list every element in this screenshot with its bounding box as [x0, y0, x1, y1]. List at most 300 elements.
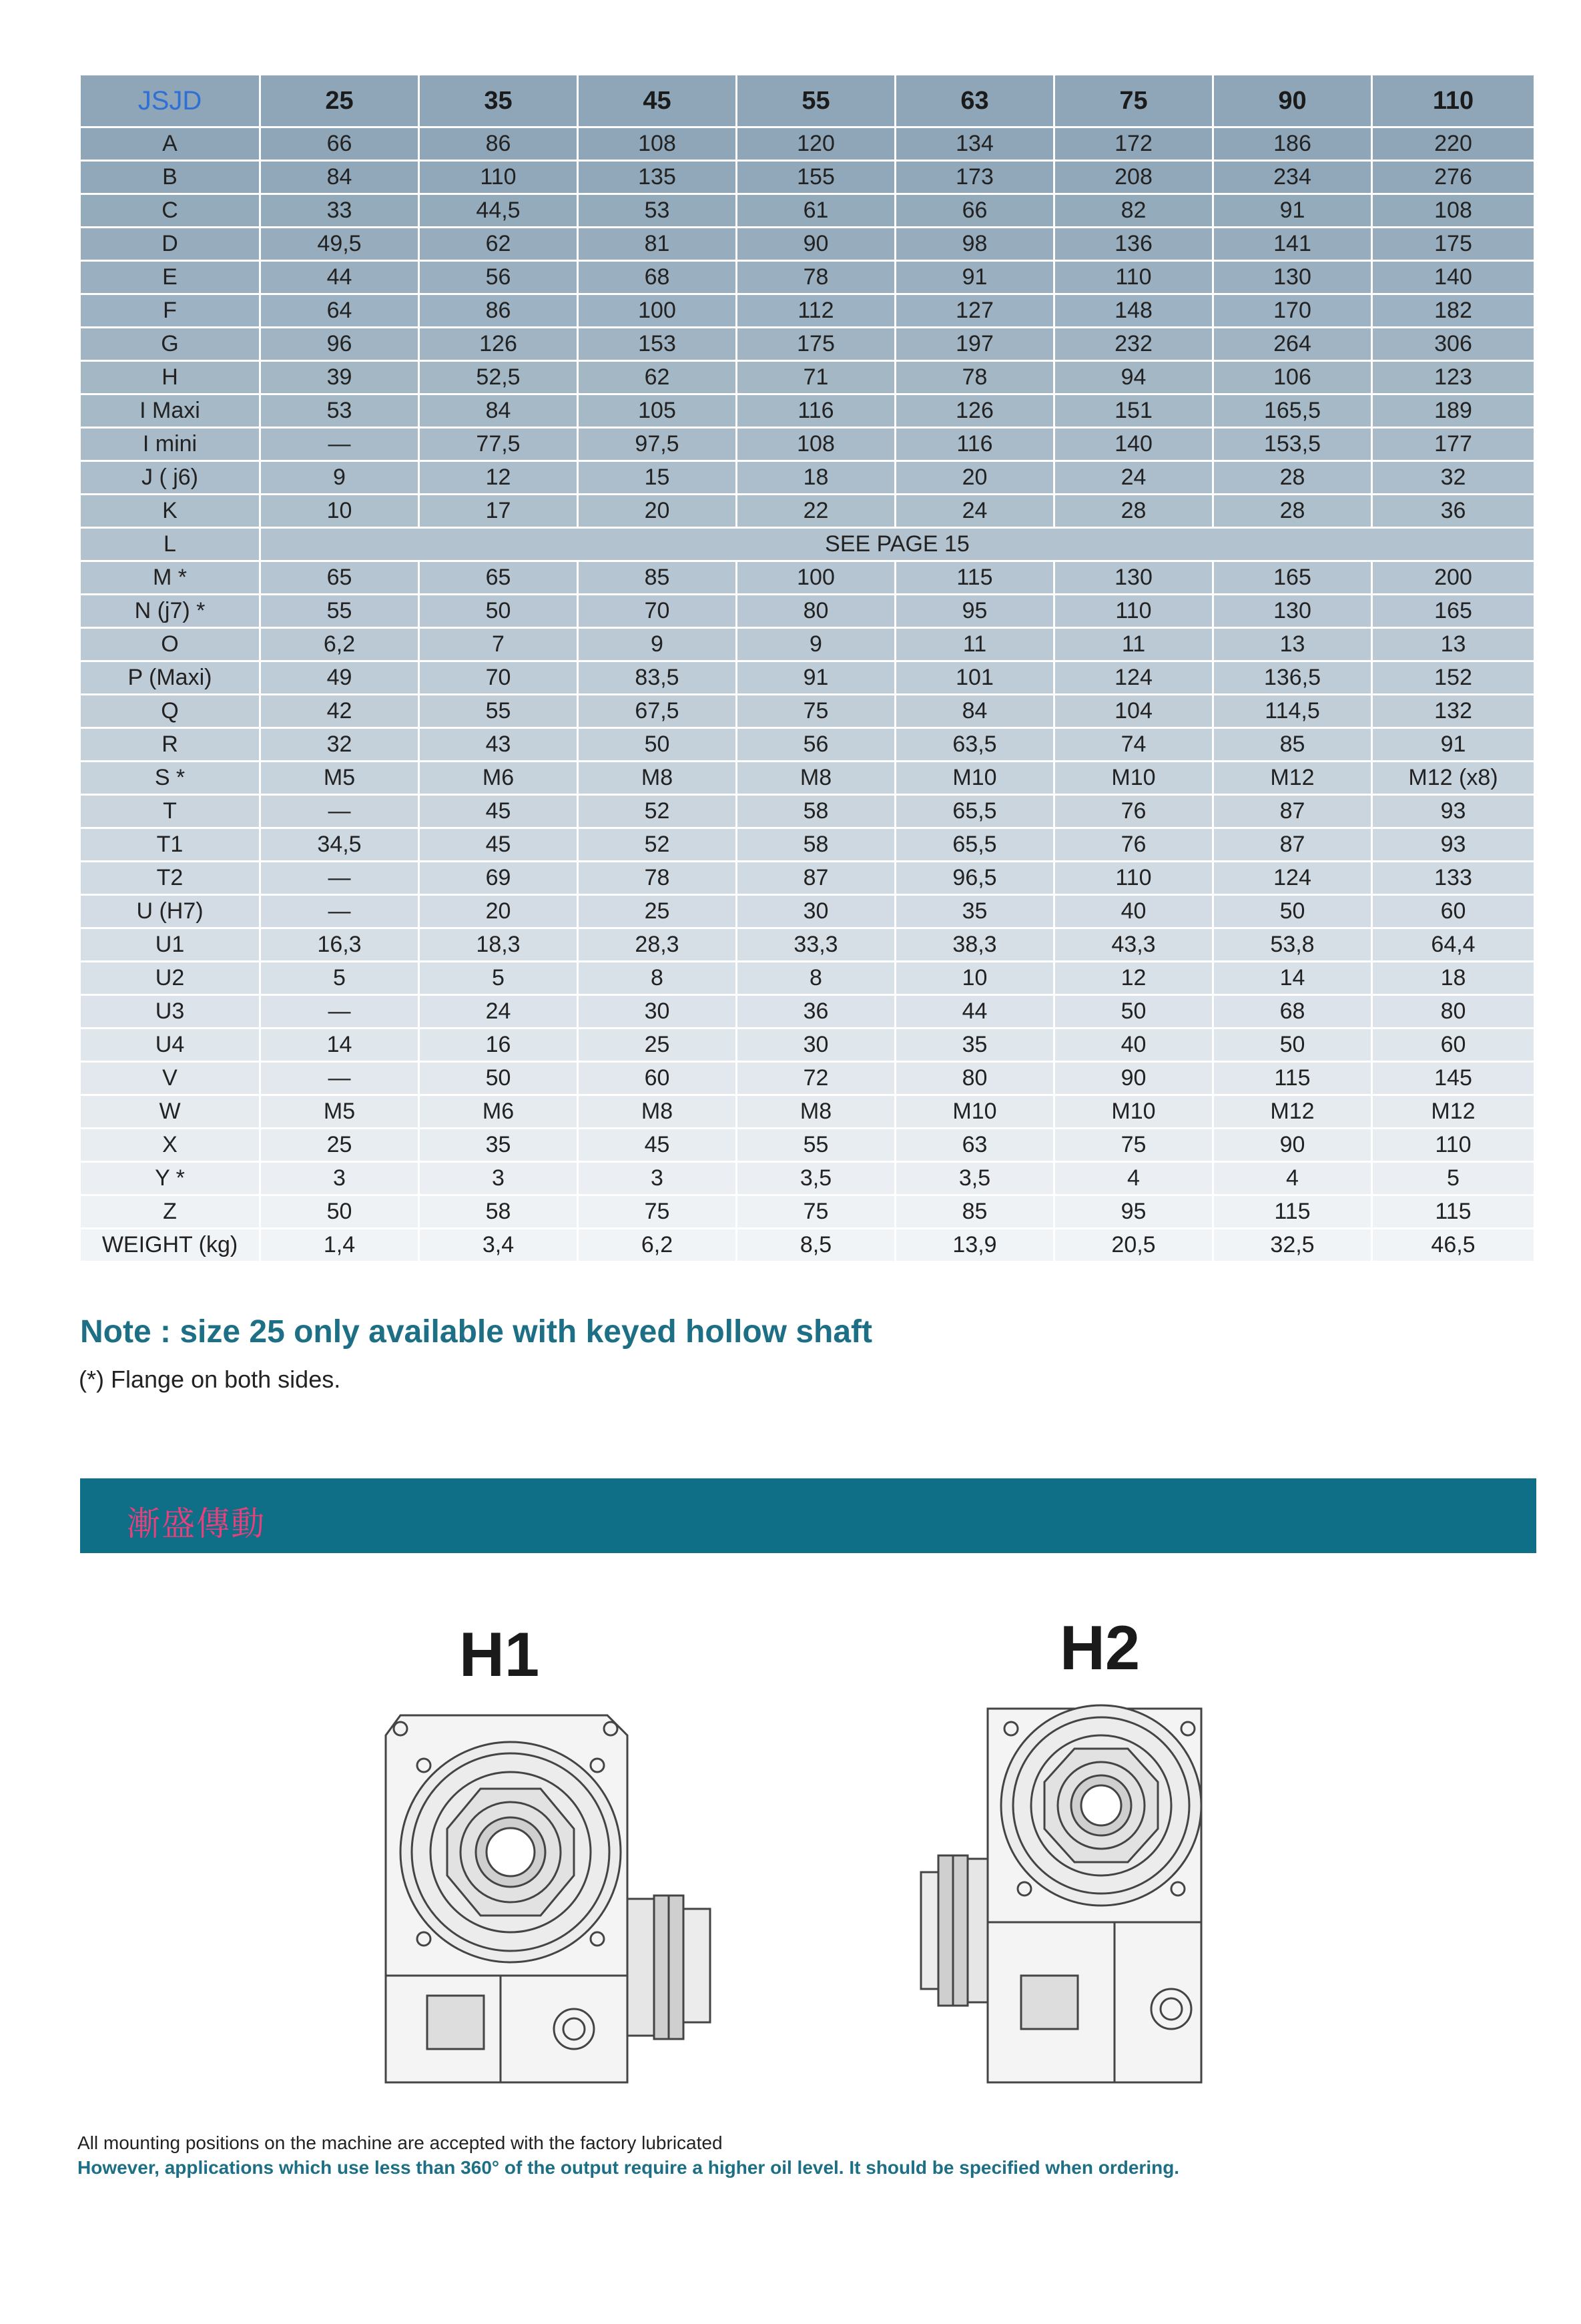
table-cell: 44 [260, 261, 419, 294]
table-cell: 62 [419, 228, 578, 261]
table-cell: 170 [1213, 294, 1372, 328]
table-cell: 175 [1372, 228, 1535, 261]
table-cell: 134 [896, 127, 1054, 161]
row-label: G [80, 328, 260, 361]
table-cell: 78 [578, 862, 737, 895]
table-row [80, 1095, 1535, 1129]
table-cell: 20 [419, 895, 578, 928]
table-row [80, 1229, 1535, 1262]
table-cell: 127 [896, 294, 1054, 328]
table-cell: 32 [260, 728, 419, 762]
table-cell: 108 [737, 428, 896, 461]
table-cell: 58 [419, 1195, 578, 1229]
table-cell: 124 [1054, 661, 1213, 695]
table-cell: M8 [737, 762, 896, 795]
table-cell: 42 [260, 695, 419, 728]
table-cell: 13,9 [896, 1229, 1054, 1262]
table-cell: 83,5 [578, 661, 737, 695]
table-row [80, 361, 1535, 394]
table-cell: 82 [1054, 194, 1213, 228]
table-cell: M8 [578, 762, 737, 795]
table-row [80, 261, 1535, 294]
table-cell: 86 [419, 294, 578, 328]
table-cell: 148 [1054, 294, 1213, 328]
table-cell: 197 [896, 328, 1054, 361]
table-row [80, 495, 1535, 528]
table-row [80, 561, 1535, 595]
table-cell: 101 [896, 661, 1054, 695]
table-row [80, 728, 1535, 762]
table-cell: 52 [578, 795, 737, 828]
table-cell: 62 [578, 361, 737, 394]
row-label: B [80, 161, 260, 194]
table-cell: M10 [896, 1095, 1054, 1129]
size-header-45: 45 [578, 75, 737, 127]
table-cell: 75 [578, 1195, 737, 1229]
table-cell: M10 [1054, 762, 1213, 795]
table-cell: 49 [260, 661, 419, 695]
table-cell: M8 [737, 1095, 896, 1129]
table-cell: 44 [896, 995, 1054, 1029]
table-body [80, 127, 1535, 1262]
table-cell: 106 [1213, 361, 1372, 394]
table-cell: M6 [419, 762, 578, 795]
table-cell: 130 [1054, 561, 1213, 595]
table-row [80, 228, 1535, 261]
table-cell: 165 [1213, 561, 1372, 595]
table-cell: 55 [419, 695, 578, 728]
dimension-table [79, 73, 1536, 1263]
size-header-110: 110 [1372, 75, 1535, 127]
table-cell: 65,5 [896, 828, 1054, 862]
table-cell: 45 [578, 1129, 737, 1162]
table-cell: 85 [578, 561, 737, 595]
row-label: T [80, 795, 260, 828]
size-header-75: 75 [1054, 75, 1213, 127]
row-label: X [80, 1129, 260, 1162]
table-cell: 63,5 [896, 728, 1054, 762]
table-cell: 116 [737, 394, 896, 428]
table-cell: 153 [578, 328, 737, 361]
row-label: I mini [80, 428, 260, 461]
row-label: Q [80, 695, 260, 728]
table-cell: 81 [578, 228, 737, 261]
row-label: O [80, 628, 260, 661]
table-cell: 116 [896, 428, 1054, 461]
table-cell: 71 [737, 361, 896, 394]
footnote-text: (*) Flange on both sides. [79, 1366, 341, 1393]
table-cell: 50 [1054, 995, 1213, 1029]
table-cell: 200 [1372, 561, 1535, 595]
table-cell: 77,5 [419, 428, 578, 461]
table-cell: 61 [737, 194, 896, 228]
table-cell: 80 [896, 1062, 1054, 1095]
table-cell: 86 [419, 127, 578, 161]
table-cell: 78 [737, 261, 896, 294]
table-cell: M8 [578, 1095, 737, 1129]
table-cell: 13 [1213, 628, 1372, 661]
table-cell: 56 [419, 261, 578, 294]
table-cell: 64,4 [1372, 928, 1535, 962]
table-cell: 78 [896, 361, 1054, 394]
table-cell: — [260, 1062, 419, 1095]
table-cell: 65,5 [896, 795, 1054, 828]
table-cell: 24 [419, 995, 578, 1029]
table-cell: 95 [896, 595, 1054, 628]
table-cell: 3 [260, 1162, 419, 1195]
table-cell: — [260, 895, 419, 928]
table-cell: 17 [419, 495, 578, 528]
row-label: H [80, 361, 260, 394]
row-label: WEIGHT (kg) [80, 1229, 260, 1262]
table-cell: 133 [1372, 862, 1535, 895]
table-cell: 39 [260, 361, 419, 394]
table-cell: 120 [737, 127, 896, 161]
table-cell: 173 [896, 161, 1054, 194]
table-row [80, 1162, 1535, 1195]
size-header-63: 63 [896, 75, 1054, 127]
row-label: U1 [80, 928, 260, 962]
table-cell: 96 [260, 328, 419, 361]
table-cell: 68 [578, 261, 737, 294]
table-cell: 91 [896, 261, 1054, 294]
table-cell: 18 [737, 461, 896, 495]
table-cell: — [260, 428, 419, 461]
table-cell: M10 [1054, 1095, 1213, 1129]
table-cell: 140 [1054, 428, 1213, 461]
table-cell: 43,3 [1054, 928, 1213, 962]
table-cell: 84 [419, 394, 578, 428]
table-cell: 177 [1372, 428, 1535, 461]
table-cell: 36 [737, 995, 896, 1029]
note-text: Note : size 25 only available with keyed hollow shaft [80, 1314, 872, 1350]
table-cell: 6,2 [260, 628, 419, 661]
table-cell: — [260, 995, 419, 1029]
table-cell: 276 [1372, 161, 1535, 194]
table-cell: 12 [1054, 962, 1213, 995]
table-row [80, 895, 1535, 928]
table-cell: 50 [260, 1195, 419, 1229]
row-label: T1 [80, 828, 260, 862]
table-cell: 13 [1372, 628, 1535, 661]
table-cell: 80 [1372, 995, 1535, 1029]
table-cell: 33,3 [737, 928, 896, 962]
table-cell: M10 [896, 762, 1054, 795]
table-cell: M12 (x8) [1372, 762, 1535, 795]
table-cell: 45 [419, 828, 578, 862]
table-cell: 18 [1372, 962, 1535, 995]
table-cell: 5 [260, 962, 419, 995]
table-cell: 76 [1054, 828, 1213, 862]
table-cell: 35 [419, 1129, 578, 1162]
table-cell: 94 [1054, 361, 1213, 394]
table-cell: 75 [737, 1195, 896, 1229]
table-cell: 46,5 [1372, 1229, 1535, 1262]
table-cell: 14 [1213, 962, 1372, 995]
table-cell: 145 [1372, 1062, 1535, 1095]
table-cell: 9 [578, 628, 737, 661]
table-row [80, 1129, 1535, 1162]
row-label: J ( j6) [80, 461, 260, 495]
row-label: K [80, 495, 260, 528]
table-cell: 50 [419, 595, 578, 628]
table-row [80, 828, 1535, 862]
h1-gearbox-drawing [374, 1709, 721, 2089]
table-cell: 115 [896, 561, 1054, 595]
table-cell: 115 [1213, 1062, 1372, 1095]
table-cell: 110 [1054, 261, 1213, 294]
table-cell: 34,5 [260, 828, 419, 862]
table-cell: 155 [737, 161, 896, 194]
table-cell: 70 [578, 595, 737, 628]
table-cell: 8,5 [737, 1229, 896, 1262]
table-row [80, 928, 1535, 962]
table-cell: 136,5 [1213, 661, 1372, 695]
table-cell: 140 [1372, 261, 1535, 294]
table-cell: 20,5 [1054, 1229, 1213, 1262]
table-cell: 33 [260, 194, 419, 228]
table-cell: 130 [1213, 261, 1372, 294]
row-label: E [80, 261, 260, 294]
table-cell: 10 [260, 495, 419, 528]
table-cell: 60 [578, 1062, 737, 1095]
table-row [80, 695, 1535, 728]
table-row [80, 795, 1535, 828]
table-cell: 91 [1213, 194, 1372, 228]
table-cell: 38,3 [896, 928, 1054, 962]
table-cell: 135 [578, 161, 737, 194]
table-cell: 53 [260, 394, 419, 428]
table-cell: 91 [737, 661, 896, 695]
table-row [80, 328, 1535, 361]
table-cell: 32 [1372, 461, 1535, 495]
size-header-90: 90 [1213, 75, 1372, 127]
h2-label: H2 [1060, 1613, 1141, 1683]
table-cell: 30 [737, 1029, 896, 1062]
table-cell: 112 [737, 294, 896, 328]
table-cell: 75 [737, 695, 896, 728]
table-cell: 66 [260, 127, 419, 161]
table-cell: 100 [737, 561, 896, 595]
row-label: D [80, 228, 260, 261]
table-cell: 90 [737, 228, 896, 261]
table-cell: M5 [260, 1095, 419, 1129]
table-cell: 70 [419, 661, 578, 695]
span-cell: SEE PAGE 15 [260, 528, 1535, 561]
table-cell: 32,5 [1213, 1229, 1372, 1262]
table-cell: 208 [1054, 161, 1213, 194]
table-cell: 24 [896, 495, 1054, 528]
table-cell: 58 [737, 828, 896, 862]
table-cell: 96,5 [896, 862, 1054, 895]
table-cell: 18,3 [419, 928, 578, 962]
table-cell: 3 [419, 1162, 578, 1195]
table-cell: 104 [1054, 695, 1213, 728]
table-cell: 85 [896, 1195, 1054, 1229]
table-cell: 152 [1372, 661, 1535, 695]
table-cell: 175 [737, 328, 896, 361]
table-cell: 110 [1054, 862, 1213, 895]
table-cell: 28 [1054, 495, 1213, 528]
table-cell: 95 [1054, 1195, 1213, 1229]
table-cell: 232 [1054, 328, 1213, 361]
table-cell: 151 [1054, 394, 1213, 428]
table-row [80, 127, 1535, 161]
table-row [80, 428, 1535, 461]
table-cell: 50 [578, 728, 737, 762]
table-cell: 50 [419, 1062, 578, 1095]
table-cell: 136 [1054, 228, 1213, 261]
table-cell: 8 [578, 962, 737, 995]
table-cell: 87 [1213, 828, 1372, 862]
table-cell: 25 [578, 1029, 737, 1062]
table-cell: 76 [1054, 795, 1213, 828]
table-cell: 165,5 [1213, 394, 1372, 428]
table-cell: 93 [1372, 828, 1535, 862]
row-label: T2 [80, 862, 260, 895]
row-label: C [80, 194, 260, 228]
row-label: M * [80, 561, 260, 595]
table-cell: 9 [737, 628, 896, 661]
table-cell: 1,4 [260, 1229, 419, 1262]
table-cell: 40 [1054, 1029, 1213, 1062]
table-cell: 52 [578, 828, 737, 862]
table-header-row [80, 75, 1535, 127]
table-cell: 84 [896, 695, 1054, 728]
table-cell: 52,5 [419, 361, 578, 394]
table-row [80, 161, 1535, 194]
size-header-55: 55 [737, 75, 896, 127]
table-cell: 189 [1372, 394, 1535, 428]
table-cell: 153,5 [1213, 428, 1372, 461]
row-label: L [80, 528, 260, 561]
table-cell: 126 [896, 394, 1054, 428]
table-row [80, 595, 1535, 628]
table-cell: 28 [1213, 461, 1372, 495]
table-cell: 67,5 [578, 695, 737, 728]
row-label: Z [80, 1195, 260, 1229]
table-cell: 49,5 [260, 228, 419, 261]
table-cell: 55 [737, 1129, 896, 1162]
table-cell: 11 [896, 628, 1054, 661]
row-label: U2 [80, 962, 260, 995]
table-cell: 35 [896, 895, 1054, 928]
table-cell: 74 [1054, 728, 1213, 762]
table-cell: 16 [419, 1029, 578, 1062]
table-cell: 220 [1372, 127, 1535, 161]
table-cell: 53,8 [1213, 928, 1372, 962]
row-label: A [80, 127, 260, 161]
table-cell: 30 [737, 895, 896, 928]
table-cell: 100 [578, 294, 737, 328]
table-cell: 110 [1372, 1129, 1535, 1162]
section-banner [80, 1478, 1536, 1553]
table-cell: 20 [578, 495, 737, 528]
table-cell: 50 [1213, 1029, 1372, 1062]
table-cell: 80 [737, 595, 896, 628]
table-cell: 10 [896, 962, 1054, 995]
table-cell: 53 [578, 194, 737, 228]
table-cell: M12 [1372, 1095, 1535, 1129]
table-cell: 126 [419, 328, 578, 361]
table-cell: 45 [419, 795, 578, 828]
table-cell: 50 [1213, 895, 1372, 928]
table-cell: 172 [1054, 127, 1213, 161]
table-row [80, 528, 1535, 561]
table-cell: 130 [1213, 595, 1372, 628]
table-cell: M12 [1213, 1095, 1372, 1129]
table-row [80, 862, 1535, 895]
table-cell: 182 [1372, 294, 1535, 328]
table-cell: M5 [260, 762, 419, 795]
table-cell: 66 [896, 194, 1054, 228]
table-cell: 40 [1054, 895, 1213, 928]
table-cell: 108 [1372, 194, 1535, 228]
table-row [80, 1029, 1535, 1062]
table-cell: 12 [419, 461, 578, 495]
table-row [80, 762, 1535, 795]
table-cell: 58 [737, 795, 896, 828]
row-label: F [80, 294, 260, 328]
table-cell: 3,5 [896, 1162, 1054, 1195]
table-cell: M6 [419, 1095, 578, 1129]
row-label: Y * [80, 1162, 260, 1195]
table-cell: 93 [1372, 795, 1535, 828]
row-label: S * [80, 762, 260, 795]
table-cell: 3,4 [419, 1229, 578, 1262]
size-header-35: 35 [419, 75, 578, 127]
row-label: R [80, 728, 260, 762]
table-cell: 108 [578, 127, 737, 161]
table-cell: 35 [896, 1029, 1054, 1062]
mounting-text-line2: However, applications which use less than 360° of the output require a higher oil level. It should be specified when ordering. [77, 2157, 1180, 2178]
table-cell: 85 [1213, 728, 1372, 762]
table-cell: 3 [578, 1162, 737, 1195]
table-cell: 11 [1054, 628, 1213, 661]
row-label: U (H7) [80, 895, 260, 928]
table-cell: 91 [1372, 728, 1535, 762]
row-label: N (j7) * [80, 595, 260, 628]
table-cell: 28,3 [578, 928, 737, 962]
h2-gearbox-drawing [914, 1695, 1261, 2089]
row-label: I Maxi [80, 394, 260, 428]
table-cell: 30 [578, 995, 737, 1029]
table-cell: 44,5 [419, 194, 578, 228]
table-cell: 25 [578, 895, 737, 928]
table-cell: 7 [419, 628, 578, 661]
table-cell: 115 [1213, 1195, 1372, 1229]
table-cell: 60 [1372, 895, 1535, 928]
table-cell: — [260, 795, 419, 828]
table-cell: 97,5 [578, 428, 737, 461]
table-row [80, 1195, 1535, 1229]
table-cell: 24 [1054, 461, 1213, 495]
table-cell: 124 [1213, 862, 1372, 895]
table-cell: 105 [578, 394, 737, 428]
table-cell: 87 [1213, 795, 1372, 828]
row-label: P (Maxi) [80, 661, 260, 695]
table-cell: 90 [1054, 1062, 1213, 1095]
table-cell: 14 [260, 1029, 419, 1062]
table-cell: 55 [260, 595, 419, 628]
size-header-25: 25 [260, 75, 419, 127]
table-cell: 98 [896, 228, 1054, 261]
table-cell: 72 [737, 1062, 896, 1095]
table-cell: 123 [1372, 361, 1535, 394]
table-cell: 114,5 [1213, 695, 1372, 728]
table-row [80, 394, 1535, 428]
table-cell: 16,3 [260, 928, 419, 962]
